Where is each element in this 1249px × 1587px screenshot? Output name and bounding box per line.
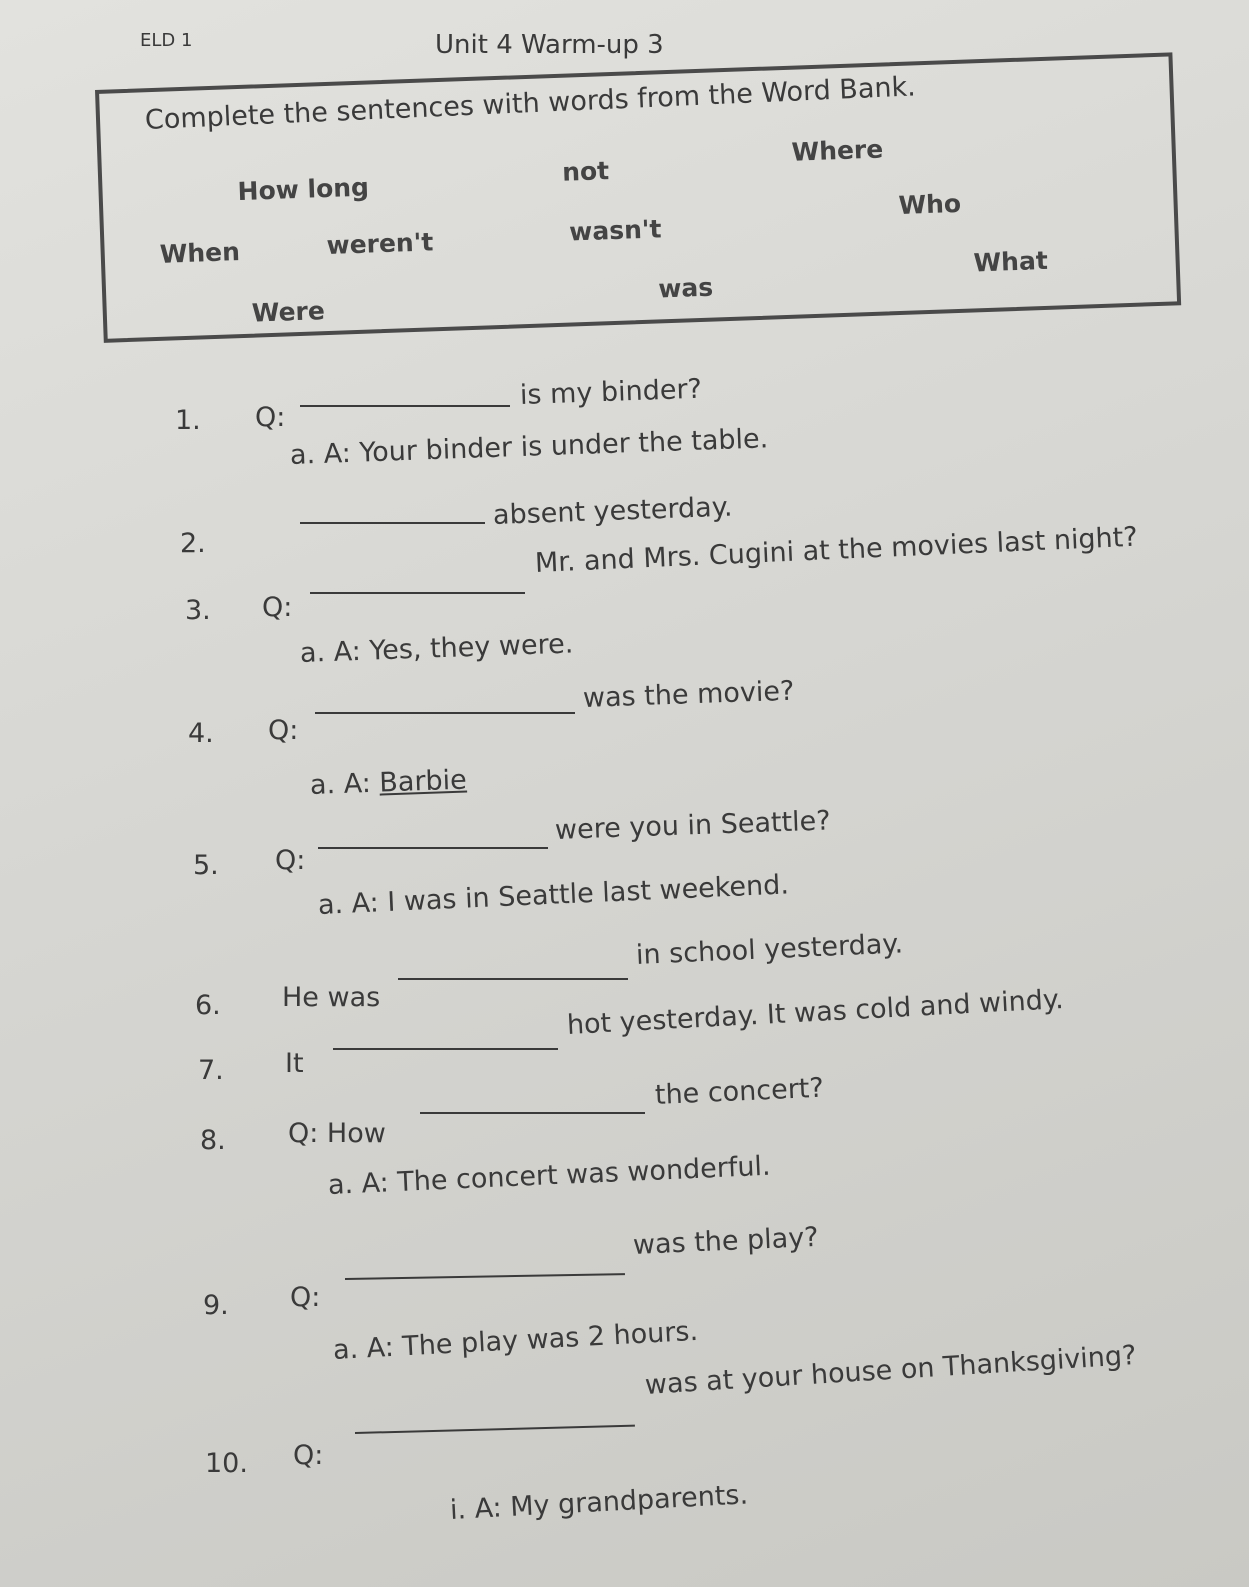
item-10-blank[interactable] [355,1425,635,1434]
item-8-blank[interactable] [420,1112,645,1114]
item-9-blank[interactable] [345,1273,625,1280]
item-6-number: 6. [195,990,221,1021]
word-wasnt: wasn't [568,214,662,247]
item-1-prefix: Q: [255,402,286,433]
word-when: When [159,237,241,269]
item-2-blank[interactable] [300,522,485,524]
item-5-answer: a. A: I was in Seattle last weekend. [317,869,790,921]
item-7-blank[interactable] [333,1048,558,1050]
item-8-number: 8. [200,1125,226,1156]
item-2-number: 2. [180,528,206,559]
word-were: Were [251,296,326,328]
item-1-text: is my binder? [519,373,703,411]
item-6-text: in school yesterday. [635,928,904,971]
item-5-prefix: Q: [275,845,306,876]
item-4-answer-underlined: Barbie [378,764,468,799]
item-1-number: 1. [175,405,201,436]
class-label: ELD 1 [140,30,193,51]
item-1-answer: a. A: Your binder is under the table. [289,423,769,471]
item-3-number: 3. [185,595,211,626]
item-5-text: were you in Seattle? [554,805,832,846]
item-4-answer-prefix: a. A: [309,767,380,801]
item-2-text: absent yesterday. [492,491,733,531]
item-9-answer: a. A: The play was 2 hours. [332,1315,699,1366]
word-not: not [561,156,610,187]
item-6-prefix: He was [282,982,381,1013]
item-5-number: 5. [193,850,219,881]
item-10-answer: i. A: My grandparents. [449,1479,749,1526]
item-3-prefix: Q: [262,592,293,623]
item-7-number: 7. [198,1055,224,1086]
item-6-blank[interactable] [398,978,628,980]
instructions: Complete the sentences with words from the Word Bank. [144,71,917,136]
word-who: Who [898,188,962,221]
item-7-prefix: It [285,1048,304,1079]
item-5-blank[interactable] [318,847,548,849]
item-10-text: was at your house on Thanksgiving? [644,1339,1138,1401]
item-1-blank[interactable] [300,405,510,407]
item-9-number: 9. [203,1290,229,1321]
word-bank [95,52,1181,342]
word-was: was [657,272,714,304]
item-4-blank[interactable] [315,712,575,714]
item-8-text: the concert? [654,1072,825,1111]
item-3-answer: a. A: Yes, they were. [299,628,574,669]
item-4-number: 4. [188,718,214,749]
item-9-prefix: Q: [290,1282,321,1313]
item-8-prefix: Q: How [288,1118,386,1149]
item-8-answer: a. A: The concert was wonderful. [327,1150,772,1201]
word-where: Where [791,134,884,167]
item-9-text: was the play? [632,1221,820,1261]
item-4-answer [309,765,467,801]
item-10-number: 10. [205,1448,248,1479]
item-10-prefix: Q: [293,1440,324,1471]
item-3-text: Mr. and Mrs. Cugini at the movies last night? [534,521,1139,579]
word-werent: weren't [326,227,434,261]
worksheet-title: Unit 4 Warm-up 3 [435,30,664,60]
item-4-text: was the movie? [582,675,795,714]
item-3-blank[interactable] [310,592,525,594]
word-what: What [973,245,1049,278]
item-7-text: hot yesterday. It was cold and windy. [566,984,1065,1041]
word-how-long: How long [237,172,370,207]
item-4-prefix: Q: [268,715,299,746]
